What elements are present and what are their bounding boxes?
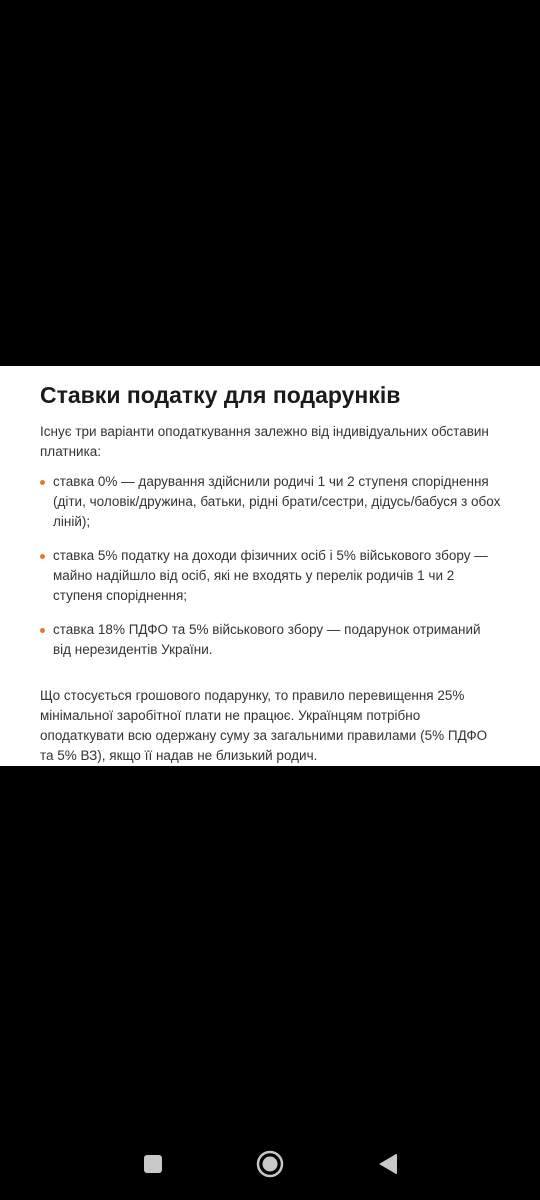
article-heading: Ставки податку для подарунків [40, 382, 401, 408]
back-button[interactable] [373, 1150, 401, 1178]
triangle-back-icon [376, 1152, 398, 1176]
circle-home-icon [256, 1150, 284, 1178]
article-closing-paragraph: Що стосується грошового подарунку, то правило перевищення 25% мінімальної заробітної плати не працює. Українцям потрібно оподаткувати всю одержану суму за загальними правилами (5% ПДФО та 5% ВЗ), якщо її надав не близький родич. [40, 688, 488, 763]
list-item [40, 472, 502, 532]
article-content [0, 366, 540, 766]
list-item [40, 620, 502, 660]
list-item [40, 546, 502, 606]
tax-rate-list [40, 472, 502, 660]
recents-button[interactable] [139, 1150, 167, 1178]
bullet-dot-icon [40, 628, 45, 633]
square-recents-icon [143, 1154, 163, 1174]
list-item-text: ставка 5% податку на доходи фізичних осіб і 5% військового збору — майно надійшло від осіб, які не входять у перелік родичів 1 чи 2 ступеня споріднення; [53, 548, 488, 603]
bullet-dot-icon [40, 480, 45, 485]
bullet-dot-icon [40, 554, 45, 559]
list-item-text: ставка 18% ПДФО та 5% військового збору — подарунок отриманий від нерезидентів України. [53, 622, 481, 657]
home-button[interactable] [256, 1150, 284, 1178]
system-navigation-bar [0, 1136, 540, 1192]
list-item-text: ставка 0% — дарування здійснили родичі 1 чи 2 ступеня споріднення (діти, чоловік/дружина, батьки, рідні брати/сестри, дідусь/бабуся з обох ліній); [53, 474, 501, 529]
article-intro: Існує три варіанти оподаткування залежно від індивідуальних обставин платника: [40, 424, 489, 459]
